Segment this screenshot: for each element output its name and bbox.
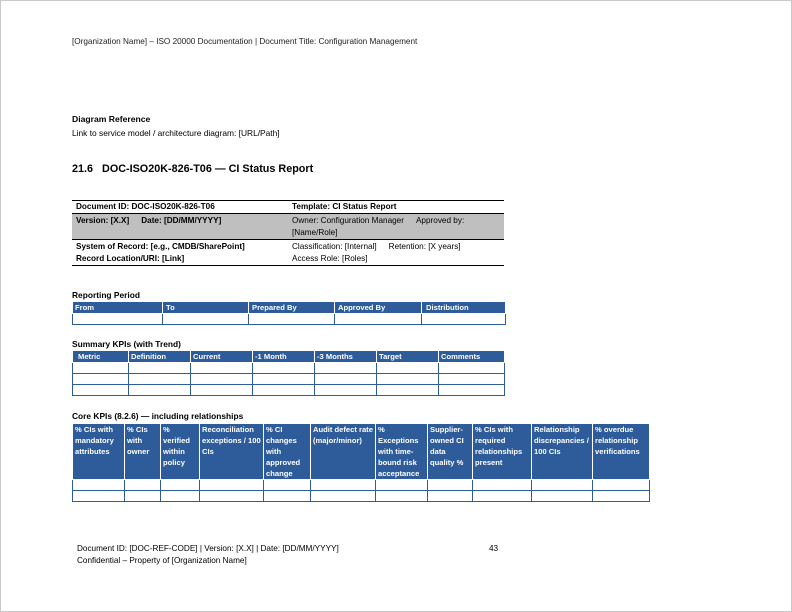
table-cell[interactable] [593, 491, 650, 502]
core-kpis-header-row [73, 424, 650, 480]
table-cell[interactable] [428, 480, 473, 491]
table-cell[interactable] [376, 480, 428, 491]
col-audit-defect-rate: Audit defect rate (major/minor) [311, 424, 376, 480]
table-cell[interactable] [315, 385, 377, 396]
table-cell[interactable] [73, 491, 125, 502]
table-row [73, 314, 506, 325]
col-cis-with-owner: % CIs with owner [125, 424, 161, 480]
date-text: Date: [DD/MM/YYYY] [141, 216, 222, 225]
table-cell[interactable] [253, 374, 315, 385]
table-cell[interactable] [532, 480, 593, 491]
table-cell[interactable] [129, 385, 191, 396]
document-control-table [72, 200, 504, 266]
system-of-record-text: System of Record: [e.g., CMDB/SharePoint] [76, 242, 245, 251]
footer-doc-info: Document ID: [DOC-REF-CODE] | Version: [X.X] | Date: [DD/MM/YYYY] [77, 544, 339, 553]
col-required-relationships: % CIs with required relationships present [473, 424, 532, 480]
col-to: To [163, 302, 249, 314]
table-cell[interactable] [161, 491, 200, 502]
table-cell[interactable] [439, 363, 505, 374]
core-kpis-label: Core KPIs (8.2.6) — including relationships [72, 411, 244, 421]
control-row-record [72, 240, 504, 266]
record-location-text: Record Location/URI: [Link] [76, 254, 185, 263]
col-distribution: Distribution [422, 302, 506, 314]
table-cell[interactable] [439, 385, 505, 396]
doc-id-cell: Document ID: DOC-ISO20K-826-T06 [76, 202, 215, 211]
col-approved-by: Approved By [335, 302, 422, 314]
col-mandatory-attributes: % CIs with mandatory attributes [73, 424, 125, 480]
retention-text: Retention: [X years] [388, 242, 461, 251]
table-cell[interactable] [376, 491, 428, 502]
col-from: From [73, 302, 163, 314]
table-cell[interactable] [532, 491, 593, 502]
table-cell[interactable] [253, 363, 315, 374]
table-row [73, 491, 650, 502]
col-supplier-data-quality: Supplier-owned CI data quality % [428, 424, 473, 480]
table-cell[interactable] [377, 385, 439, 396]
col-relationship-discrepancies: Relationship discrepancies / 100 CIs [532, 424, 593, 480]
table-cell[interactable] [311, 491, 376, 502]
table-cell[interactable] [73, 385, 129, 396]
table-cell[interactable] [191, 385, 253, 396]
table-cell[interactable] [129, 363, 191, 374]
summary-kpis-header-row [73, 351, 505, 363]
summary-kpis-label: Summary KPIs (with Trend) [72, 339, 181, 349]
table-row [73, 480, 650, 491]
table-cell[interactable] [264, 480, 311, 491]
owner-text: Owner: Configuration Manager [292, 216, 404, 225]
col-exceptions-risk-acceptance: % Exceptions with time-bound risk acceptance [376, 424, 428, 480]
section-number: 21.6 [72, 163, 94, 175]
classification-text: Classification: [Internal] [292, 242, 377, 251]
table-cell[interactable] [253, 385, 315, 396]
approved-by-label: Approved by: [415, 216, 465, 225]
table-cell[interactable] [422, 314, 506, 325]
page-header: [Organization Name] – ISO 20000 Documentation | Document Title: Configuration Management [72, 37, 418, 46]
table-cell[interactable] [163, 314, 249, 325]
table-cell[interactable] [191, 374, 253, 385]
table-cell[interactable] [335, 314, 422, 325]
control-row-version [72, 214, 504, 240]
page-number: 43 [489, 544, 499, 553]
table-row [73, 363, 505, 374]
table-cell[interactable] [473, 480, 532, 491]
summary-kpis-table [72, 350, 505, 396]
table-cell[interactable] [200, 491, 264, 502]
section-title: DOC-ISO20K-826-T06 — CI Status Report [102, 163, 314, 175]
table-cell[interactable] [200, 480, 264, 491]
table-cell[interactable] [264, 491, 311, 502]
table-cell[interactable] [593, 480, 650, 491]
table-cell[interactable] [129, 374, 191, 385]
table-row [73, 374, 505, 385]
table-cell[interactable] [311, 480, 376, 491]
version-date-cell [72, 214, 288, 239]
reporting-period-label: Reporting Period [72, 290, 140, 300]
diagram-reference-title: Diagram Reference [72, 114, 151, 124]
control-row-id [72, 200, 504, 214]
version-text: Version: [X.X] [76, 216, 130, 225]
diagram-reference-link[interactable]: Link to service model / architecture diagram: [URL/Path] [72, 128, 280, 138]
table-cell[interactable] [73, 374, 129, 385]
table-cell[interactable] [161, 480, 200, 491]
table-cell[interactable] [73, 314, 163, 325]
table-cell[interactable] [73, 363, 129, 374]
col-ci-changes-approved: % CI changes with approved change [264, 424, 311, 480]
table-cell[interactable] [377, 363, 439, 374]
table-cell[interactable] [73, 480, 125, 491]
col-target: Target [377, 351, 439, 363]
table-cell[interactable] [191, 363, 253, 374]
table-cell[interactable] [428, 491, 473, 502]
record-cell [72, 241, 288, 265]
table-cell[interactable] [315, 374, 377, 385]
template-cell: Template: CI Status Report [292, 202, 397, 211]
col-verified-within-policy: % verified within policy [161, 424, 200, 480]
col-minus-3-months: -3 Months [315, 351, 377, 363]
col-overdue-verifications: % overdue relationship verifications [593, 424, 650, 480]
table-cell[interactable] [315, 363, 377, 374]
owner-cell [288, 214, 504, 239]
footer-confidential: Confidential – Property of [Organization Name] [77, 556, 247, 565]
approved-name-text: [Name/Role] [292, 228, 338, 237]
table-cell[interactable] [377, 374, 439, 385]
col-comments: Comments [439, 351, 505, 363]
core-kpis-table [72, 423, 650, 502]
col-minus-1-month: -1 Month [253, 351, 315, 363]
reporting-period-table [72, 301, 506, 325]
table-cell[interactable] [125, 480, 161, 491]
col-reconciliation-exceptions: Reconciliation exceptions / 100 CIs [200, 424, 264, 480]
col-prepared-by: Prepared By [249, 302, 335, 314]
section-heading [72, 163, 313, 175]
col-current: Current [191, 351, 253, 363]
table-cell[interactable] [249, 314, 335, 325]
table-cell[interactable] [473, 491, 532, 502]
reporting-period-header-row [73, 302, 506, 314]
table-row [73, 385, 505, 396]
access-role-text: Access Role: [Roles] [292, 254, 368, 263]
col-metric: Metric [73, 351, 129, 363]
col-definition: Definition [129, 351, 191, 363]
table-cell[interactable] [125, 491, 161, 502]
classification-cell [288, 241, 504, 265]
table-cell[interactable] [439, 374, 505, 385]
